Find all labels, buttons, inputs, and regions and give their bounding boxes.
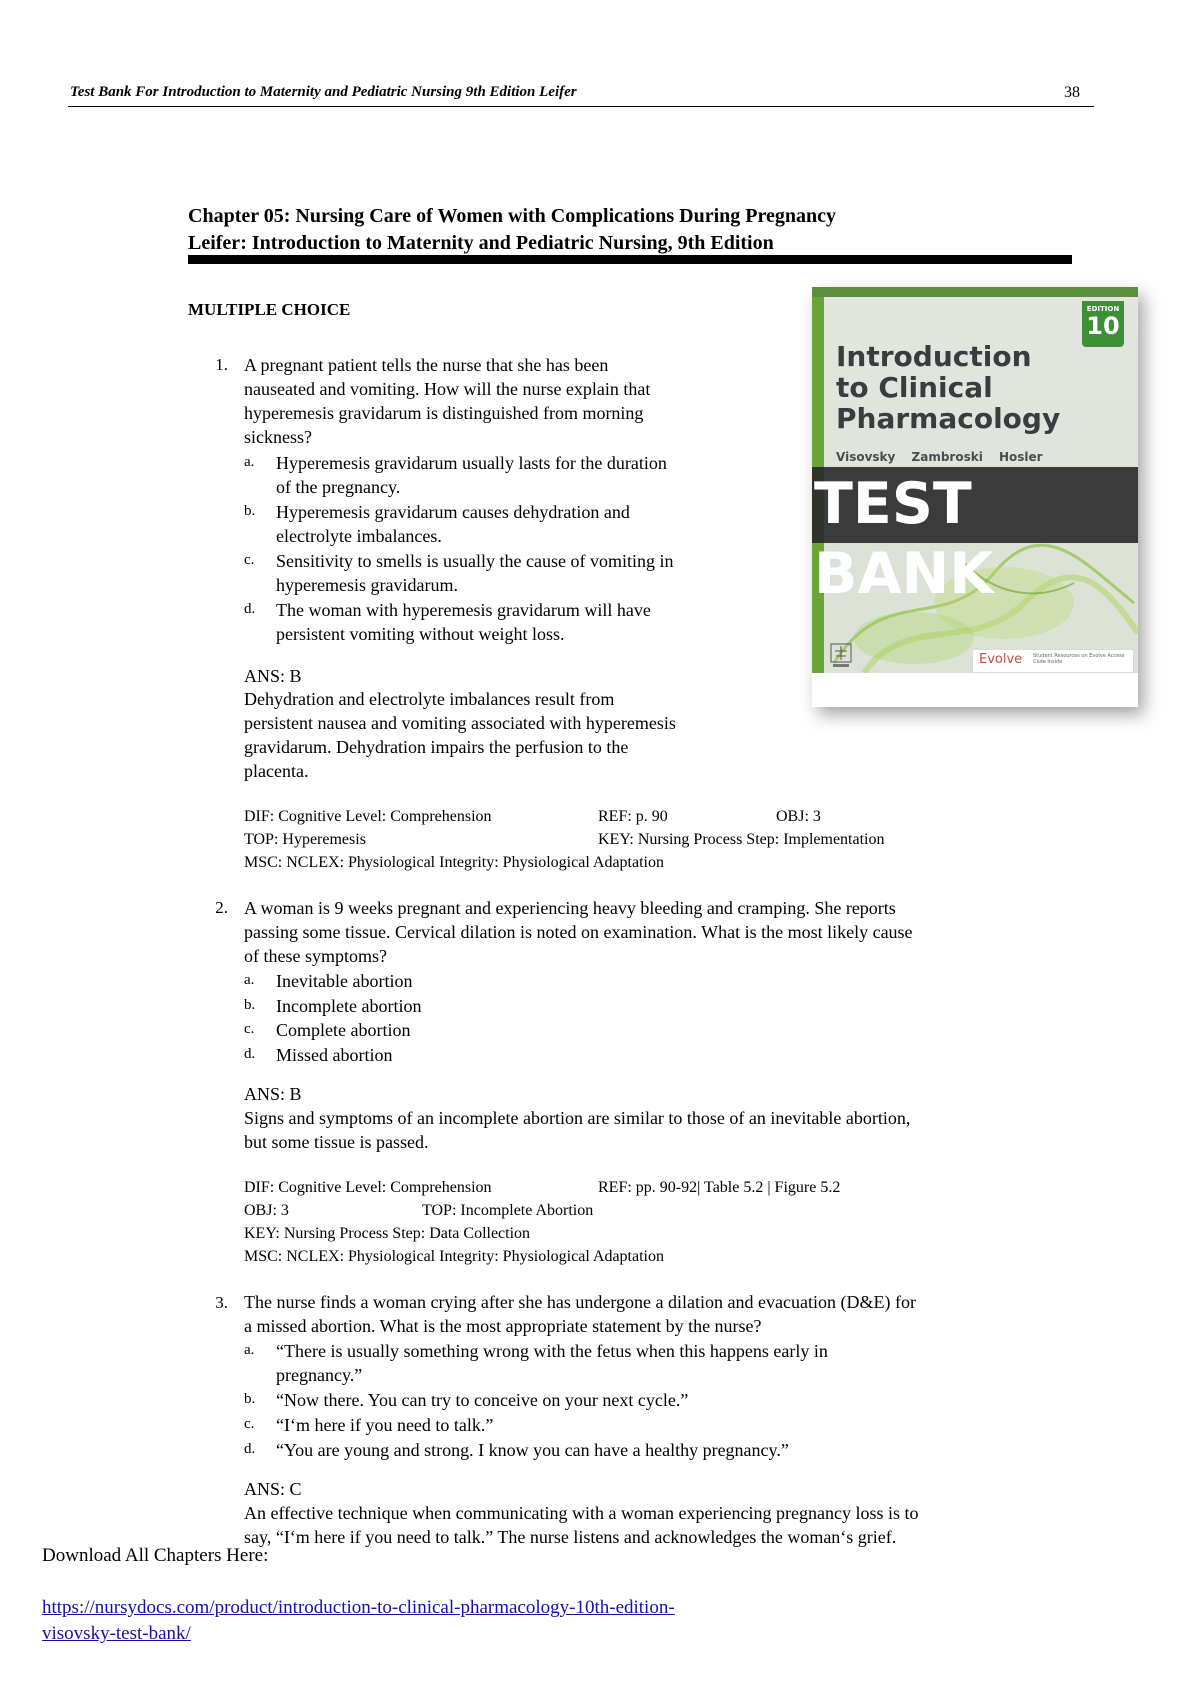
option-letter: b. (244, 503, 256, 519)
evolve-label: Evolve (979, 652, 1023, 667)
rationale (244, 1106, 910, 1154)
option-letter: d. (244, 601, 256, 617)
cover-authors: Visovsky Zambroski Hosler (836, 450, 1043, 464)
evolve-badge (972, 649, 1134, 673)
book-title: Leifer: Introduction to Maternity and Pediatric Nursing, 9th Edition (188, 232, 774, 254)
option-line: pregnancy.” (276, 1365, 363, 1385)
cover-title-line: to Clinical (836, 371, 993, 404)
header-rule (68, 106, 1094, 107)
evolve-small-text: Student Resources on Evolve Access Code Inside (1033, 653, 1125, 665)
rationale-line: Dehydration and electrolyte imbalances result from (244, 689, 615, 709)
option-line: Hyperemesis gravidarum usually lasts for the duration (276, 453, 667, 473)
meta-ref: REF: p. 90 (598, 808, 668, 825)
question-stem-line: passing some tissue. Cervical dilation is noted on examination. What is the most likely cause (244, 922, 913, 942)
rationale-line: placenta. (244, 761, 309, 781)
cover-title (836, 341, 1126, 434)
option-text: “Now there. You can try to conceive on your next cycle.” (276, 1390, 689, 1410)
option-text (276, 500, 630, 548)
option-line: hyperemesis gravidarum. (276, 575, 458, 595)
meta-msc: MSC: NCLEX: Physiological Integrity: Physiological Adaptation (244, 1248, 664, 1265)
question-number: 2. (215, 898, 228, 917)
rationale-line: gravidarum. Dehydration impairs the perfusion to the (244, 737, 629, 757)
rationale (244, 687, 676, 783)
question-stem-line: A pregnant patient tells the nurse that she has been (244, 355, 609, 375)
option-letter: c. (244, 1021, 255, 1037)
book-cover-image (812, 287, 1138, 707)
question-stem-line: A woman is 9 weeks pregnant and experiencing heavy bleeding and cramping. She reports (244, 898, 896, 918)
option-letter: a. (244, 454, 255, 470)
meta-top: TOP: Hyperemesis (244, 831, 366, 848)
download-link-line[interactable]: visovsky-test-bank/ (42, 1623, 191, 1644)
answer-line: ANS: B (244, 1084, 302, 1104)
option-text: Missed abortion (276, 1045, 393, 1065)
meta-obj: OBJ: 3 (776, 808, 821, 825)
option-line: persistent vomiting without weight loss. (276, 624, 565, 644)
option-text (276, 451, 667, 499)
option-letter: c. (244, 1416, 255, 1432)
question-stem-line: sickness? (244, 427, 312, 447)
download-link[interactable] (42, 1595, 675, 1647)
option-letter: a. (244, 972, 255, 988)
meta-obj: OBJ: 3 (244, 1202, 289, 1219)
meta-msc: MSC: NCLEX: Physiological Integrity: Physiological Adaptation (244, 854, 664, 871)
option-text: “I‘m here if you need to talk.” (276, 1415, 494, 1435)
question-stem-line: nauseated and vomiting. How will the nurse explain that (244, 379, 651, 399)
cover-title-line: Introduction (836, 340, 1032, 373)
option-line: of the pregnancy. (276, 477, 401, 497)
cover-title-line: Pharmacology (836, 402, 1061, 435)
cover-top-strip (812, 287, 1138, 297)
question-stem (244, 353, 650, 449)
option-letter: c. (244, 552, 255, 568)
meta-key: KEY: Nursing Process Step: Implementation (598, 831, 885, 848)
option-line: The woman with hyperemesis gravidarum will have (276, 600, 651, 620)
edition-number: 10 (1086, 312, 1120, 340)
option-line: Sensitivity to smells is usually the cause of vomiting in (276, 551, 674, 571)
option-text: “You are young and strong. I know you can have a healthy pregnancy.” (276, 1440, 789, 1460)
rationale-line: say, “I‘m here if you need to talk.” The nurse listens and acknowledges the woman‘s grief. (244, 1527, 897, 1547)
option-text: Incomplete abortion (276, 996, 422, 1016)
section-title: MULTIPLE CHOICE (188, 300, 351, 319)
rationale-line: Signs and symptoms of an incomplete abortion are similar to those of an inevitable abortion, (244, 1108, 911, 1128)
meta-ref: REF: pp. 90-92| Table 5.2 | Figure 5.2 (598, 1179, 841, 1196)
question-stem (244, 896, 913, 968)
option-letter: d. (244, 1046, 256, 1062)
rationale-line: but some tissue is passed. (244, 1132, 429, 1152)
elsevier-logo-icon (830, 643, 852, 669)
question-stem-line: The nurse finds a woman crying after she has undergone a dilation and evacuation (D&E) for (244, 1292, 916, 1312)
option-text (276, 598, 651, 646)
rationale-line: persistent nausea and vomiting associated with hyperemesis (244, 713, 676, 733)
edition-label: EDITION (1086, 305, 1120, 313)
rationale-line: An effective technique when communicating with a woman experiencing pregnancy loss is to (244, 1503, 919, 1523)
option-text (276, 549, 673, 597)
chapter-title: Chapter 05: Nursing Care of Women with Complications During Pregnancy (188, 205, 836, 227)
cover-bottom-strip (812, 673, 1138, 707)
option-line: electrolyte imbalances. (276, 526, 442, 546)
chapter-rule (188, 255, 1072, 264)
meta-dif: DIF: Cognitive Level: Comprehension (244, 1179, 492, 1196)
question-number: 3. (215, 1293, 228, 1312)
option-line: “There is usually something wrong with the fetus when this happens early in (276, 1341, 828, 1361)
page-number: 38 (1064, 84, 1080, 101)
option-letter: b. (244, 997, 256, 1013)
option-text: Complete abortion (276, 1020, 411, 1040)
answer-line: ANS: C (244, 1479, 302, 1499)
question-stem (244, 1290, 916, 1338)
option-line: Hyperemesis gravidarum causes dehydration and (276, 502, 630, 522)
meta-top: TOP: Incomplete Abortion (422, 1202, 594, 1219)
option-letter: d. (244, 1441, 256, 1457)
question-stem-line: hyperemesis gravidarum is distinguished from morning (244, 403, 644, 423)
meta-dif: DIF: Cognitive Level: Comprehension (244, 808, 492, 825)
option-text: Inevitable abortion (276, 971, 413, 991)
answer-line: ANS: B (244, 666, 302, 686)
question-number: 1. (215, 355, 228, 374)
option-letter: b. (244, 1391, 256, 1407)
test-bank-overlay-text: TEST BANK (814, 471, 994, 607)
question-stem-line: a missed abortion. What is the most appropriate statement by the nurse? (244, 1316, 762, 1336)
meta-key: KEY: Nursing Process Step: Data Collection (244, 1225, 531, 1242)
option-letter: a. (244, 1342, 255, 1358)
question-stem-line: of these symptoms? (244, 946, 387, 966)
download-link-line[interactable]: https://nursydocs.com/product/introduction-to-clinical-pharmacology-10th-edition- (42, 1597, 675, 1618)
download-label: Download All Chapters Here: (42, 1545, 269, 1566)
option-text (276, 1339, 828, 1387)
running-header-title: Test Bank For Introduction to Maternity and Pediatric Nursing 9th Edition Leifer (70, 84, 577, 100)
rationale (244, 1501, 918, 1549)
